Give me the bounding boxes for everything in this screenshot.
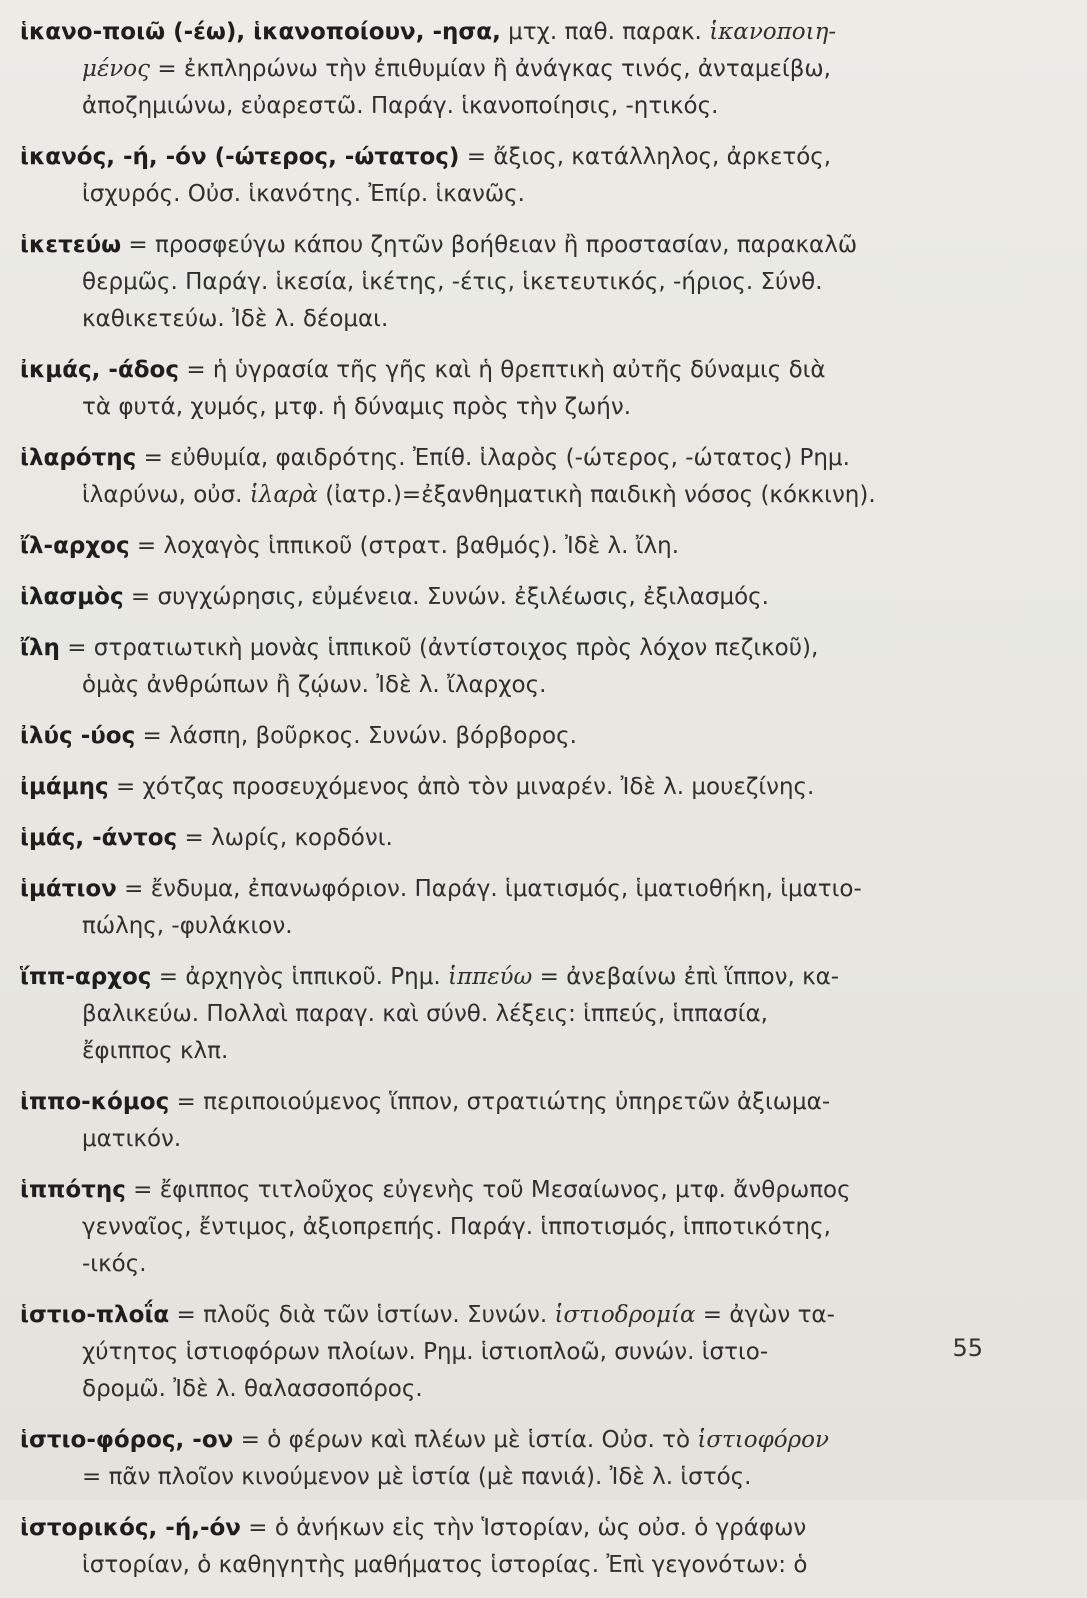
entry-continuation-line — [20, 1121, 985, 1158]
italic-term: ἱκανοποιη- — [709, 19, 837, 45]
definition-text: = ἔφιππος τιτλοῦχος εὐγενὴς τοῦ Μεσαίωνος, μτφ. ἄνθρωπος — [133, 1177, 851, 1203]
definition-text: = χότζας προσευχόμενος ἀπὸ τὸν μιναρέν. Ἰδὲ λ. μουεζίνης. — [115, 774, 815, 800]
definition-text: = πᾶν πλοῖον κινούμενον μὲ ἱστία (μὲ πανιά). Ἰδὲ λ. ἱστός. — [82, 1464, 752, 1490]
page-number: 55 — [952, 1334, 983, 1362]
entry-first-line — [20, 1172, 985, 1209]
definition-text: = εὐθυμία, φαιδρότης. Ἐπίθ. ἱλαρὸς (-ώτερος, -ώτατος) Ρημ. — [143, 445, 850, 471]
definition-text: = ὁ φέρων καὶ πλέων μὲ ἱστία. Οὐσ. τὸ — [240, 1427, 698, 1453]
headword: ἵππ-αρχος — [20, 964, 152, 990]
entry-continuation-line — [20, 1209, 985, 1246]
headword: ἱστορικός, -ή,-όν — [20, 1515, 241, 1541]
dictionary-entry — [20, 227, 985, 338]
entry-first-line — [20, 718, 985, 755]
definition-text: = ἀνεβαίνω ἐπὶ ἵππον, κα- — [532, 964, 840, 990]
definition-text: = ἀρχηγὸς ἱππικοῦ. Ρημ. — [158, 964, 448, 990]
entry-continuation-line — [20, 1246, 985, 1283]
entry-first-line — [20, 769, 985, 806]
definition-text: βαλικεύω. Πολλαὶ παραγ. καὶ σύνθ. λέξεις: ἱππεύς, ἱππασία, — [82, 1001, 768, 1027]
entry-first-line — [20, 352, 985, 389]
entry-continuation-line — [20, 51, 985, 88]
entry-first-line — [20, 1422, 985, 1459]
headword: ἴλη — [20, 635, 60, 661]
definition-text: = λάσπη, βοῦρκος. Συνών. βόρβορος. — [142, 723, 577, 749]
definition-text: θερμῶς. Παράγ. ἱκεσία, ἱκέτης, -έτις, ἱκετευτικός, -ήριος. Σύνθ. — [82, 269, 823, 295]
italic-term: ἱστιοδρομία — [554, 1302, 696, 1328]
headword: ἱλαρότης — [20, 445, 137, 471]
dictionary-entry — [20, 871, 985, 945]
entry-continuation-line — [20, 301, 985, 338]
definition-text: = λωρίς, κορδόνι. — [184, 825, 393, 851]
dictionary-entry — [20, 139, 985, 213]
definition-text: = προσφεύγω κάπου ζητῶν βοήθειαν ἢ προστασίαν, παρακαλῶ — [128, 232, 858, 258]
entry-first-line — [20, 440, 985, 477]
definition-text: ὁμὰς ἀνθρώπων ἢ ζῴων. Ἰδὲ λ. ἴλαρχος. — [82, 672, 547, 698]
entry-first-line — [20, 528, 985, 565]
entry-continuation-line — [20, 1459, 985, 1496]
definition-text: μτχ. παθ. παρακ. — [508, 19, 710, 45]
entry-first-line — [20, 227, 985, 264]
dictionary-entry — [20, 352, 985, 426]
definition-text: καθικετεύω. Ἰδὲ λ. δέομαι. — [82, 306, 389, 332]
definition-text: ἰσχυρός. Οὐσ. ἱκανότης. Ἐπίρ. ἱκανῶς. — [82, 181, 525, 207]
entry-continuation-line — [20, 996, 985, 1033]
entry-first-line — [20, 1084, 985, 1121]
entry-continuation-line — [20, 477, 985, 514]
entry-first-line — [20, 579, 985, 616]
definition-text: χύτητος ἱστιοφόρων πλοίων. Ρημ. ἱστιοπλοῶ, συνών. ἱστιο- — [82, 1339, 769, 1365]
entry-first-line — [20, 1297, 985, 1334]
headword: ἱππότης — [20, 1177, 126, 1203]
entry-list — [20, 14, 985, 1598]
entry-continuation-line — [20, 1033, 985, 1070]
dictionary-entry — [20, 14, 985, 125]
headword: ἰκμάς, -άδος — [20, 357, 179, 383]
definition-text: = ἀγὼν τα- — [695, 1302, 835, 1328]
headword: ἱκετεύω — [20, 232, 122, 258]
italic-term: ἱστιοφόρον — [697, 1427, 829, 1453]
headword: ἱστιο-πλοΐα — [20, 1302, 170, 1328]
dictionary-entry — [20, 1297, 985, 1408]
definition-text: = ὁ ἀνήκων εἰς τὴν Ἱστορίαν, ὡς οὐσ. ὁ γράφων — [248, 1515, 807, 1541]
definition-text: = ἔνδυμα, ἐπανωφόριον. Παράγ. ἱματισμός, ἱματιοθήκη, ἱματιο- — [124, 876, 862, 902]
headword: ἴλ-αρχος — [20, 533, 130, 559]
definition-text: (ἰατρ.)=ἐξανθηματικὴ παιδικὴ νόσος (κόκκινη). — [317, 482, 876, 508]
headword: ἱκανός, -ή, -όν (-ώτερος, -ώτατος) — [20, 144, 460, 170]
dictionary-entry — [20, 820, 985, 857]
entry-first-line — [20, 820, 985, 857]
definition-text: ἀποζημιώνω, εὐαρεστῶ. Παράγ. ἱκανοποίησις, -ητικός. — [82, 93, 719, 119]
definition-text: ἱλαρύνω, οὐσ. — [82, 482, 250, 508]
definition-text: = ἡ ὑγρασία τῆς γῆς καὶ ἡ θρεπτικὴ αὐτῆς δύναμις διὰ — [186, 357, 826, 383]
dictionary-entry — [20, 1510, 985, 1584]
definition-text: δρομῶ. Ἰδὲ λ. θαλασσοπόρος. — [82, 1376, 423, 1402]
definition-text: ματικόν. — [82, 1126, 182, 1152]
headword: ἰλύς -ύος — [20, 723, 136, 749]
headword: ἱμάτιον — [20, 876, 117, 902]
italic-term: ἱππεύω — [447, 964, 533, 990]
dictionary-entry — [20, 440, 985, 514]
entry-continuation-line — [20, 667, 985, 704]
definition-text: πώλης, -φυλάκιον. — [82, 913, 293, 939]
italic-term: μένος — [82, 56, 151, 82]
definition-text: = συγχώρησις, εὐμένεια. Συνών. ἐξιλέωσις, ἐξιλασμός. — [130, 584, 769, 610]
definition-text: = πλοῦς διὰ τῶν ἱστίων. Συνών. — [176, 1302, 555, 1328]
headword: ἰμάμης — [20, 774, 109, 800]
entry-first-line — [20, 959, 985, 996]
headword: ἱκανο-ποιῶ (-έω), ἱκανοποίουν, -ησα, — [20, 19, 501, 45]
dictionary-entry — [20, 528, 985, 565]
entry-continuation-line — [20, 1371, 985, 1408]
italic-term: ἱλαρὰ — [249, 482, 318, 508]
headword: ἱλασμὸς — [20, 584, 124, 610]
dictionary-entry — [20, 769, 985, 806]
entry-first-line — [20, 1510, 985, 1547]
definition-text: -ικός. — [82, 1251, 147, 1277]
dictionary-entry — [20, 579, 985, 616]
definition-text: ἱστορίαν, ὁ καθηγητὴς μαθήματος ἱστορίας. Ἐπὶ γεγονότων: ὁ — [82, 1552, 808, 1578]
entry-first-line — [20, 871, 985, 908]
headword: ἱμάς, -άντος — [20, 825, 178, 851]
definition-text: = στρατιωτικὴ μονὰς ἱππικοῦ (ἀντίστοιχος πρὸς λόχον πεζικοῦ), — [67, 635, 819, 661]
dictionary-entry — [20, 959, 985, 1070]
definition-text: = ἐκπληρώνω τὴν ἐπιθυμίαν ἢ ἀνάγκας τινός, ἀνταμείβω, — [150, 56, 831, 82]
definition-text: = ἄξιος, κατάλληλος, ἀρκετός, — [466, 144, 832, 170]
dictionary-entry — [20, 1172, 985, 1283]
dictionary-entry — [20, 718, 985, 755]
entry-continuation-line — [20, 389, 985, 426]
entry-continuation-line — [20, 1547, 985, 1584]
dictionary-entry — [20, 630, 985, 704]
entry-first-line — [20, 139, 985, 176]
entry-continuation-line — [20, 88, 985, 125]
entry-continuation-line — [20, 176, 985, 213]
definition-text: γενναῖος, ἔντιμος, ἀξιοπρεπής. Παράγ. ἱπποτισμός, ἱπποτικότης, — [82, 1214, 831, 1240]
entry-first-line — [20, 630, 985, 667]
headword: ἱστιο-φόρος, -ον — [20, 1427, 234, 1453]
entry-continuation-line — [20, 264, 985, 301]
definition-text: = περιποιούμενος ἵππον, στρατιώτης ὑπηρετῶν ἀξιωμα- — [176, 1089, 831, 1115]
definition-text: ἔφιππος κλπ. — [82, 1038, 229, 1064]
entry-first-line — [20, 14, 985, 51]
dictionary-entry — [20, 1422, 985, 1496]
entry-continuation-line — [20, 908, 985, 945]
headword: ἱππο-κόμος — [20, 1089, 170, 1115]
definition-text: = λοχαγὸς ἱππικοῦ (στρατ. βαθμός). Ἰδὲ λ. ἴλη. — [136, 533, 680, 559]
definition-text: τὰ φυτά, χυμός, μτφ. ἡ δύναμις πρὸς τὴν ζωήν. — [82, 394, 632, 420]
dictionary-entry — [20, 1084, 985, 1158]
entry-continuation-line — [20, 1334, 985, 1371]
